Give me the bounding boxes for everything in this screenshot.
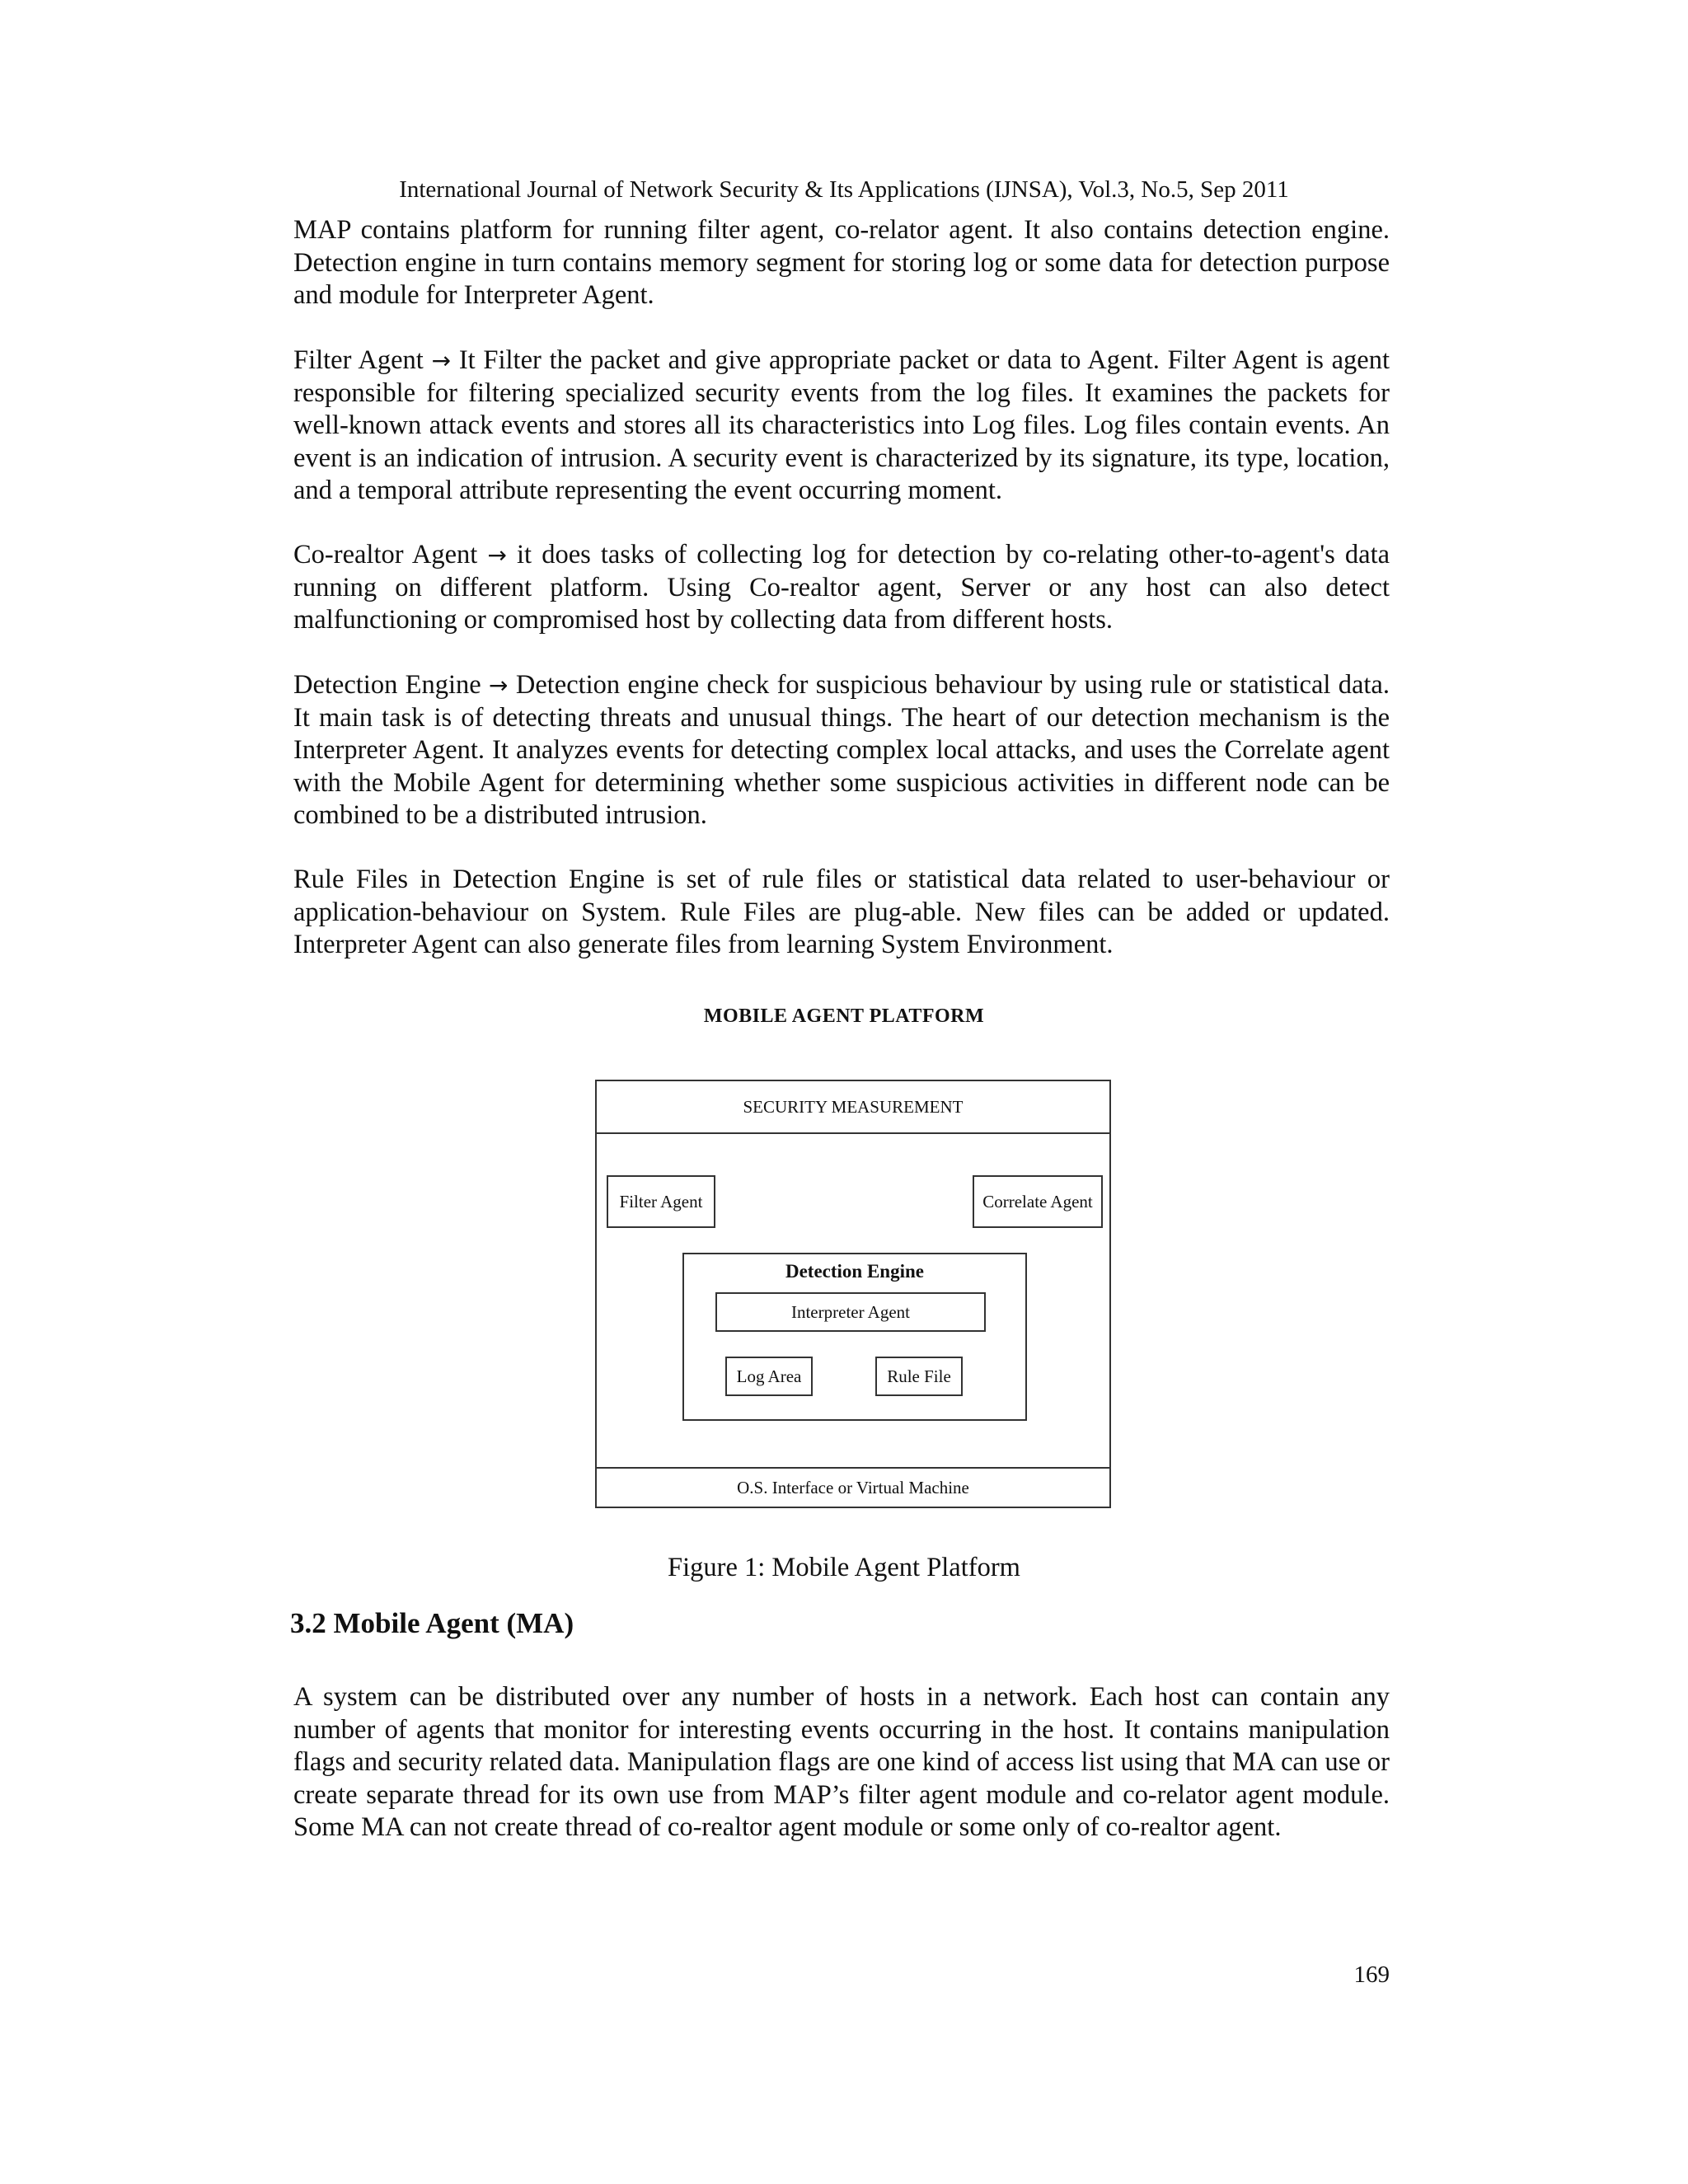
paragraph-filter-agent [293,344,1390,508]
security-measurement-band: SECURITY MEASUREMENT [597,1081,1109,1134]
term-co-realtor-agent: Co-realtor Agent [293,540,478,569]
paragraph-map-intro: MAP contains platform for running filter agent, co-relator agent. It also contains detection engine. Detection engine in turn contains memory segment for storing log or some data for detection purpose and module for Interpreter Agent. [293,215,1390,310]
detection-engine-title: Detection Engine [785,1261,924,1282]
paragraph-co-realtor-agent [293,539,1390,637]
filter-agent-box: Filter Agent [607,1175,715,1228]
paragraph-rule-files: Rule Files in Detection Engine is set of rule files or statistical data related to user-behaviour or application-behaviour on System. Rule Files are plug-able. New files can be added or updated. Interpreter Agent can also generate files from learning System Environment. [293,865,1390,959]
term-detection-engine: Detection Engine [293,670,481,700]
detection-engine-box [682,1253,1027,1421]
mobile-agent-platform-diagram [595,1080,1111,1508]
correlate-agent-box: Correlate Agent [973,1175,1103,1228]
detection-engine-description: Detection engine check for suspicious behaviour by using rule or statistical data. It main task is of detecting threats and unusual things. The heart of our detection mechanism is the Interpreter Agent. It analyzes events for detecting complex local attacks, and uses the Correlate agent with the Mobile Agent for determining whether some suspicious activities in different node can be combined to be a distributed intrusion. [293,670,1390,830]
figure-caption: Figure 1: Mobile Agent Platform [668,1553,1020,1582]
section-heading: 3.2 Mobile Agent (MA) [290,1607,574,1639]
paragraph-mobile-agent: A system can be distributed over any number of hosts in a network. Each host can contain any number of agents that monitor for interesting events occurring in the host. It contains manipulation flags and security related data. Manipulation flags are one kind of access list using that MA can use or create separate thread for its own use from MAP’s filter agent module and co-relator agent module. Some MA can not create thread of co-realtor agent module or some only of co-realtor agent. [293,1682,1390,1842]
filter-agent-description: It Filter the packet and give appropriate packet or data to Agent. Filter Agent is agent responsible for filtering specialized security events from the log files. It examines the packets for well-known attack events and stores all its characteristics into Log files. Log files contain events. An event is an indication of intrusion. A security event is characterized by its signature, its type, location, and a temporal attribute representing the event occurring moment. [293,345,1390,505]
interpreter-agent-box: Interpreter Agent [715,1292,986,1332]
figure-title: MOBILE AGENT PLATFORM [703,1005,985,1027]
arrow-icon: → [489,672,509,699]
arrow-icon: → [431,347,452,374]
rule-file-box: Rule File [875,1357,963,1396]
os-interface-band: O.S. Interface or Virtual Machine [597,1467,1109,1507]
page-number: 169 [1353,1961,1390,1988]
co-realtor-agent-description: it does tasks of collecting log for detection by co-relating other-to-agent's data running on different platform. Using Co-realtor agent, Server or any host can also detect malfunctioning or compromised host by collecting data from different hosts. [293,540,1390,635]
log-area-box: Log Area [725,1357,813,1396]
term-filter-agent: Filter Agent [293,345,424,375]
running-header: International Journal of Network Security & Its Applications (IJNSA), Vol.3, No.5, Sep 2011 [399,176,1289,203]
arrow-icon: → [487,541,507,569]
paragraph-detection-engine [293,669,1390,832]
